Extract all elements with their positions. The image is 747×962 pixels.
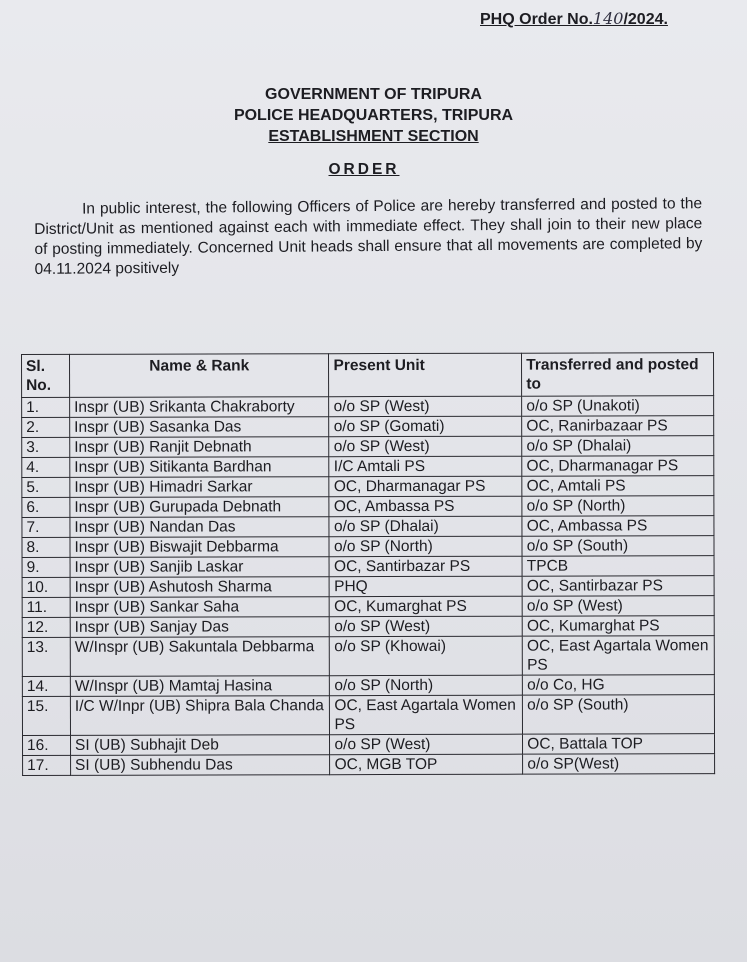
cell-present-unit: OC, Santirbazar PS	[330, 556, 523, 577]
cell-sl: 6.	[22, 497, 70, 517]
cell-name: Inspr (UB) Himadri Sarkar	[70, 477, 330, 498]
cell-posted-to: TPCB	[522, 556, 714, 577]
order-number-handwritten: 140	[592, 9, 624, 28]
cell-posted-to: OC, Battala TOP	[523, 734, 715, 755]
table-row	[22, 616, 714, 638]
cell-sl: 9.	[22, 557, 70, 577]
cell-name: Inspr (UB) Gurupada Debnath	[70, 497, 330, 518]
table-row	[22, 516, 714, 538]
cell-sl: 17.	[23, 755, 71, 775]
cell-present-unit: o/o SP (Gomati)	[329, 416, 522, 437]
table-header-row	[22, 353, 714, 398]
column-header-present-unit: Present Unit	[329, 353, 522, 397]
table-row	[22, 556, 714, 578]
header-police-hq: POLICE HEADQUARTERS, TRIPURA	[233, 107, 514, 124]
cell-posted-to: o/o SP(West)	[523, 754, 715, 775]
cell-posted-to: o/o SP (West)	[522, 596, 714, 617]
order-number-prefix: PHQ Order No.	[480, 11, 593, 28]
cell-posted-to: OC, Dharmanagar PS	[522, 456, 714, 477]
cell-present-unit: OC, East Agartala Women PS	[330, 695, 523, 735]
cell-present-unit: I/C Amtali PS	[329, 456, 522, 477]
header-government: GOVERNMENT OF TRIPURA	[265, 86, 482, 103]
cell-sl: 1.	[22, 397, 70, 417]
cell-posted-to: o/o SP (South)	[522, 536, 714, 557]
table-row	[22, 536, 714, 558]
cell-name: Inspr (UB) Sasanka Das	[70, 417, 330, 438]
table-row	[22, 734, 714, 756]
cell-posted-to: OC, Ranirbazaar PS	[522, 416, 714, 437]
cell-sl: 10.	[22, 577, 70, 597]
cell-name: Inspr (UB) Biswajit Debbarma	[70, 537, 330, 558]
order-title: ORDER	[328, 161, 400, 178]
cell-sl: 12.	[22, 617, 70, 637]
cell-present-unit: OC, Kumarghat PS	[330, 596, 523, 617]
cell-present-unit: o/o SP (Dhalai)	[329, 516, 522, 537]
cell-sl: 11.	[22, 597, 70, 617]
cell-present-unit: o/o SP (West)	[330, 616, 523, 637]
cell-posted-to: OC, Santirbazar PS	[522, 576, 714, 597]
cell-name: Inspr (UB) Nandan Das	[70, 517, 330, 538]
table-row	[22, 456, 714, 478]
cell-posted-to: o/o SP (Unakoti)	[522, 396, 714, 417]
order-number-suffix: /2024.	[623, 11, 668, 28]
cell-sl: 4.	[22, 457, 70, 477]
document-header	[0, 84, 747, 147]
table-row	[22, 576, 714, 598]
cell-name: Inspr (UB) Ashutosh Sharma	[70, 577, 330, 598]
column-header-name: Name & Rank	[69, 354, 329, 398]
cell-name: SI (UB) Subhajit Deb	[70, 735, 330, 756]
table-row	[23, 754, 715, 776]
cell-name: I/C W/Inpr (UB) Shipra Bala Chanda	[70, 696, 330, 736]
cell-sl: 16.	[22, 735, 70, 755]
order-paragraph	[34, 194, 703, 280]
table-body	[22, 396, 715, 776]
cell-sl: 5.	[22, 477, 70, 497]
cell-sl: 2.	[22, 417, 70, 437]
cell-present-unit: o/o SP (North)	[330, 675, 523, 696]
cell-name: W/Inspr (UB) Sakuntala Debbarma	[70, 637, 330, 677]
cell-name: W/Inspr (UB) Mamtaj Hasina	[70, 676, 330, 697]
cell-sl: 14.	[22, 676, 70, 696]
cell-sl: 13.	[22, 637, 70, 676]
cell-name: Inspr (UB) Sanjib Laskar	[70, 557, 330, 578]
cell-sl: 8.	[22, 537, 70, 557]
table-row	[22, 416, 714, 438]
cell-sl: 7.	[22, 517, 70, 537]
table-row	[22, 675, 714, 697]
cell-posted-to: OC, Kumarghat PS	[522, 616, 714, 637]
cell-present-unit: o/o SP (West)	[329, 436, 522, 457]
table-row	[22, 695, 714, 736]
header-section: ESTABLISHMENT SECTION	[268, 128, 479, 145]
transfer-table	[21, 352, 715, 776]
cell-sl: 15.	[22, 696, 70, 735]
cell-present-unit: OC, Ambassa PS	[329, 496, 522, 517]
cell-present-unit: o/o SP (North)	[329, 536, 522, 557]
cell-posted-to: o/o SP (Dhalai)	[522, 436, 714, 457]
cell-present-unit: PHQ	[330, 576, 523, 597]
cell-name: Inspr (UB) Srikanta Chakraborty	[70, 397, 330, 418]
cell-posted-to: OC, East Agartala Women PS	[522, 636, 714, 676]
cell-sl: 3.	[22, 437, 70, 457]
cell-name: Inspr (UB) Sanjay Das	[70, 617, 330, 638]
table-row	[22, 476, 714, 498]
cell-name: Inspr (UB) Ranjit Debnath	[70, 437, 330, 458]
cell-posted-to: o/o Co, HG	[523, 675, 715, 696]
cell-posted-to: OC, Ambassa PS	[522, 516, 714, 537]
table-row	[22, 636, 714, 677]
cell-present-unit: o/o SP (West)	[330, 734, 523, 755]
column-header-sl: Sl. No.	[22, 354, 70, 397]
cell-posted-to: OC, Amtali PS	[522, 476, 714, 497]
table-row	[22, 596, 714, 618]
cell-posted-to: o/o SP (North)	[522, 496, 714, 517]
cell-present-unit: OC, Dharmanagar PS	[329, 476, 522, 497]
table-row	[22, 396, 714, 418]
cell-name: SI (UB) Subhendu Das	[71, 755, 331, 776]
order-number	[480, 9, 668, 29]
cell-name: Inspr (UB) Sitikanta Bardhan	[70, 457, 330, 478]
cell-present-unit: o/o SP (West)	[329, 396, 522, 417]
cell-present-unit: OC, MGB TOP	[330, 754, 523, 775]
column-header-posted-to: Transferred and posted to	[522, 353, 714, 397]
cell-present-unit: o/o SP (Khowai)	[330, 636, 523, 676]
table-row	[22, 496, 714, 518]
cell-posted-to: o/o SP (South)	[523, 695, 715, 735]
table-row	[22, 436, 714, 458]
cell-name: Inspr (UB) Sankar Saha	[70, 597, 330, 618]
paragraph-text: In public interest, the following Officers of Police are hereby transferred and posted to the District/Unit as mentioned against each with immediate effect. They shall join to their new place of posting immediately. Concerned Unit heads shall ensure that all movements are completed by 04.11.2024 positively	[34, 195, 703, 278]
